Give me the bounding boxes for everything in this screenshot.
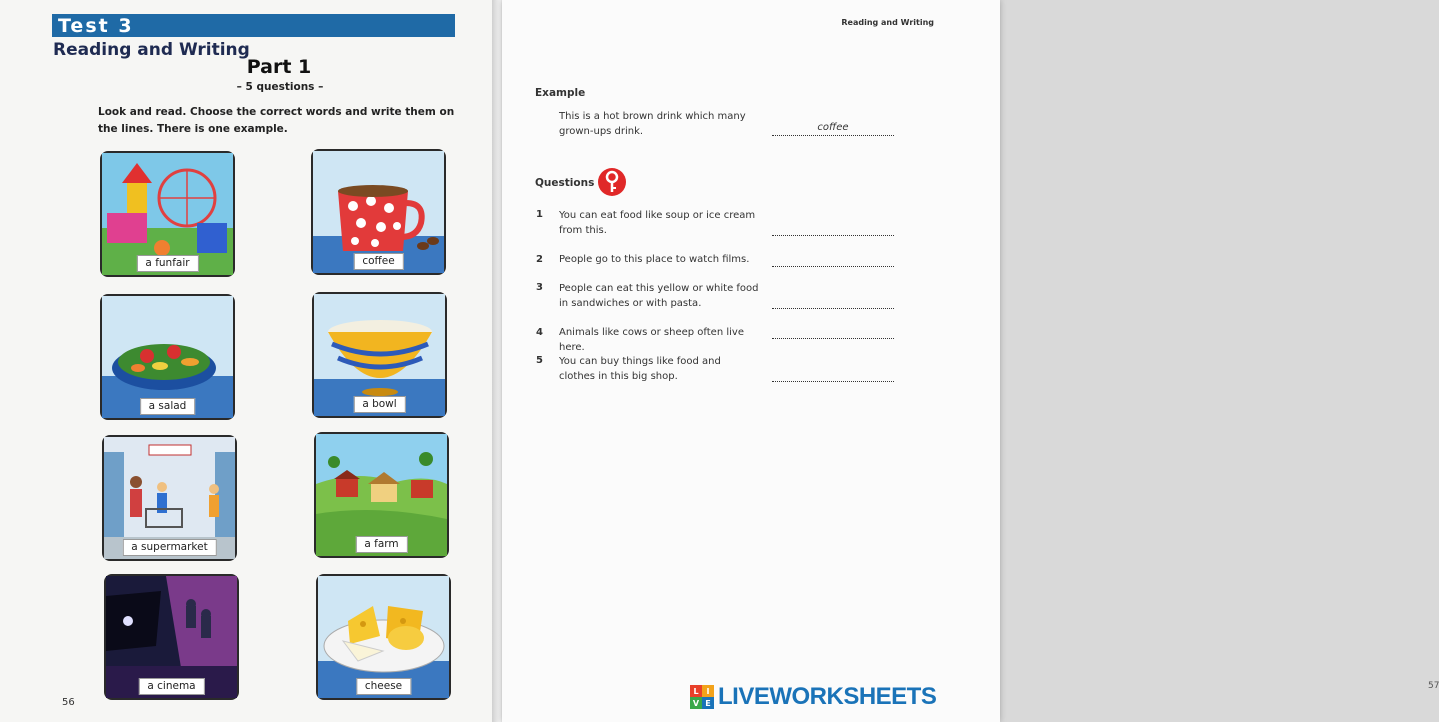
- logo-letter: I: [702, 685, 714, 697]
- question-text: You can buy things like food and clothes in this big shop.: [559, 356, 721, 382]
- picture-card-cinema: [104, 574, 239, 700]
- example-text: This is a hot brown drink which many grown-ups drink.: [559, 111, 746, 137]
- card-label: a supermarket: [122, 539, 216, 556]
- question-text: Animals like cows or sheep often live here.: [559, 327, 744, 353]
- picture-card-supermarket: [102, 435, 237, 561]
- page-number: 56: [62, 697, 75, 708]
- page-number: 57: [1428, 681, 1439, 691]
- question-text: People go to this place to watch films.: [559, 254, 750, 265]
- logo-letter: V: [690, 697, 702, 709]
- card-label: a funfair: [136, 255, 198, 272]
- picture-card-bowl: [312, 292, 447, 418]
- example-answer: coffee: [817, 122, 849, 133]
- example-answer-line: [772, 121, 894, 136]
- answer-input-2[interactable]: [772, 252, 894, 267]
- answer-input-1[interactable]: [772, 221, 894, 236]
- liveworksheets-logo-icon: [690, 685, 714, 709]
- example-heading: Example: [535, 87, 586, 99]
- picture-card-funfair: [100, 151, 235, 277]
- card-label: a bowl: [353, 396, 405, 413]
- answer-input-3[interactable]: [772, 294, 894, 309]
- running-head: Reading and Writing: [841, 18, 934, 27]
- test-label: Test 3: [58, 15, 134, 37]
- question-number: 4: [536, 327, 543, 338]
- part-subtitle: – 5 questions –: [236, 81, 324, 93]
- left-page: [0, 0, 496, 722]
- answer-input-4[interactable]: [772, 324, 894, 339]
- part-title: Part 1: [246, 56, 312, 78]
- section-title: Reading and Writing: [53, 40, 250, 60]
- question-number: 1: [536, 209, 543, 220]
- picture-card-salad: [100, 294, 235, 420]
- picture-card-coffee: [311, 149, 446, 275]
- question-text: You can eat food like soup or ice cream from this.: [559, 210, 756, 236]
- answer-input-5[interactable]: [772, 367, 894, 382]
- liveworksheets-watermark: [690, 684, 936, 710]
- picture-card-farm: [314, 432, 449, 558]
- card-label: a cinema: [138, 678, 204, 695]
- card-label: a salad: [140, 398, 196, 415]
- question-number: 3: [536, 282, 543, 293]
- logo-letter: L: [690, 685, 702, 697]
- brand-name: LIVEWORKSHEETS: [718, 683, 937, 710]
- question-number: 2: [536, 254, 543, 265]
- question-text: People can eat this yellow or white food in sandwiches or with pasta.: [559, 283, 759, 309]
- question-number: 5: [536, 355, 543, 366]
- questions-heading: Questions: [535, 177, 595, 189]
- right-page: [502, 0, 1439, 722]
- instructions: Look and read. Choose the correct words and write them on the lines. There is one example.: [98, 106, 455, 135]
- card-label: cheese: [356, 678, 411, 695]
- picture-card-cheese: [316, 574, 451, 700]
- card-label: a farm: [355, 536, 407, 553]
- key-icon: [597, 167, 627, 197]
- logo-letter: E: [702, 697, 714, 709]
- card-label: coffee: [353, 253, 403, 270]
